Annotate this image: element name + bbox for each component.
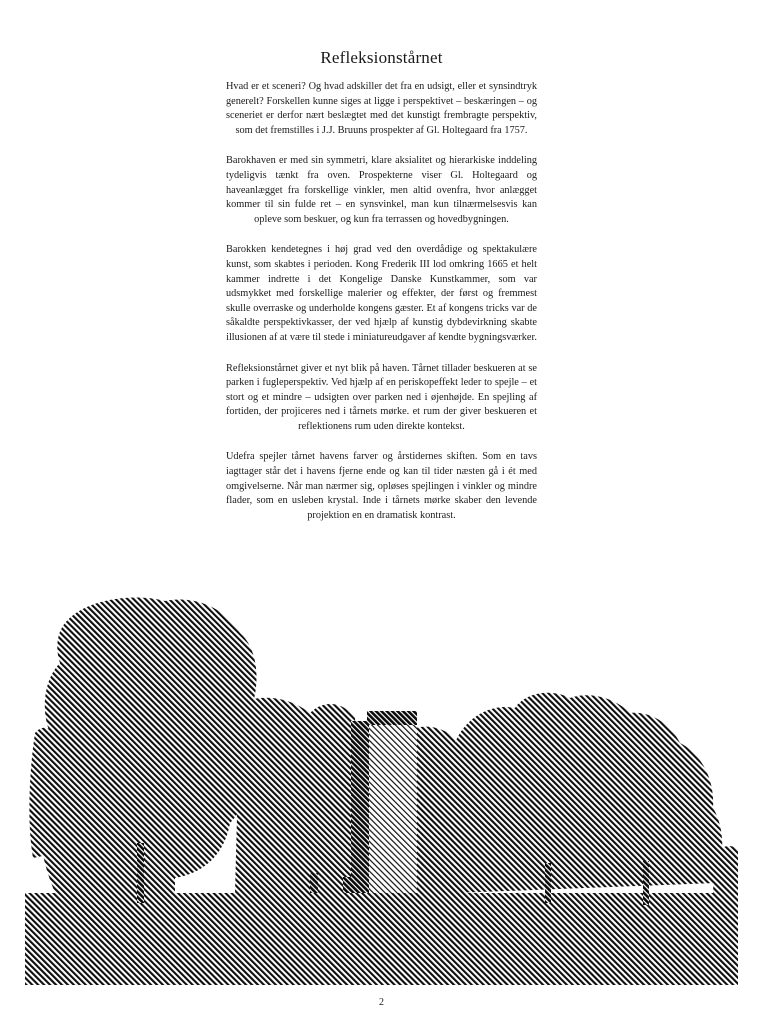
paragraph-4: Refleksionstårnet giver et nyt blik på haven. Tårnet tillader beskueren at se parken i fugleperspektiv. Ved hjælp af en periskopeffekt leder to spejle – et stort og et mindre – udsigten over parken ned i øjenhøjde. En spejling af fortiden, der projiceres ned i tårnets mørke. et rum der giver beskueren et reflektionens rum uden direkte kontekst. — [226, 362, 537, 432]
paragraph-5: Udefra spejler tårnet havens farver og årstidernes skiften. Som en tavs iagttager står det i havens fjerne ende og kan til tider næsten gå i ét med omgivelserne. Når man nærmer sig, opløses spejlingen i vinkler og mindre flader, som en usleben krystal. Inde i tårnets mørke skaber den levende projektion en en dramatisk kontrast. — [226, 451, 537, 521]
paragraph-1: Hvad er et sceneri? Og hvad adskiller det fra en udsigt, eller et synsindtryk generelt? Forskellen kunne siges at ligge i perspektivet – beskæringen – og sceneriet er derfor nært beslægtet med det kunstigt frembragte perspektiv, som det fremstilles i J.J. Bruuns prospekter af Gl. Holtegaard fra 1757. — [226, 81, 537, 136]
tower-top — [367, 711, 417, 725]
tower-body — [367, 711, 417, 911]
tower-shadow-side — [351, 721, 369, 911]
page-title: Refleksionstårnet — [320, 48, 443, 67]
paragraph-3: Barokken kendetegnes i høj grad ved den overdådige og spektakulære kunst, som skabtes i perioden. Kong Frederik III lod omkring 1665 et helt kammer indrette i det Kongelige Danske Kunstkammer, som var udsmykket med forskellige malerier og effekter, der først og fremmest skulle overraske og underholde kongens gæster. Et af kongens tricks var de såkaldte perspektivkasser, der ved hjælp af kunstig dybdevirkning skabte illusionen af at være til stede i miniatureudgaver af kendte bygningsværker. — [226, 244, 537, 343]
left-tree-edge — [29, 728, 57, 858]
left-tree-canopy — [38, 597, 261, 893]
center-tree-mass — [235, 698, 365, 893]
hatched-illustration — [25, 593, 738, 985]
page-number: 2 — [379, 997, 384, 1008]
body-text — [226, 80, 537, 539]
far-right-edge — [713, 846, 738, 893]
trunk-2 — [545, 863, 551, 903]
trunk-3 — [643, 861, 649, 905]
illustration-svg — [25, 593, 738, 985]
right-tree-canopy — [455, 693, 722, 893]
ground-plane — [25, 893, 738, 985]
trunk-1 — [137, 843, 144, 903]
paragraph-2: Barokhaven er med sin symmetri, klare aksialitet og hierarkiske inddeling tydeligvis tænkt fra oven. Prospekterne viser Gl. Holtegaard og haveanlægget fra forskellige vinkler, men altid ovenfra, hvor anlægget kommer til sin fulde ret – en synsvinkel, man kun tilnærmelsesvis kan opleve som beskuer, og kun fra terrassen og hovedbygningen. — [226, 155, 537, 225]
